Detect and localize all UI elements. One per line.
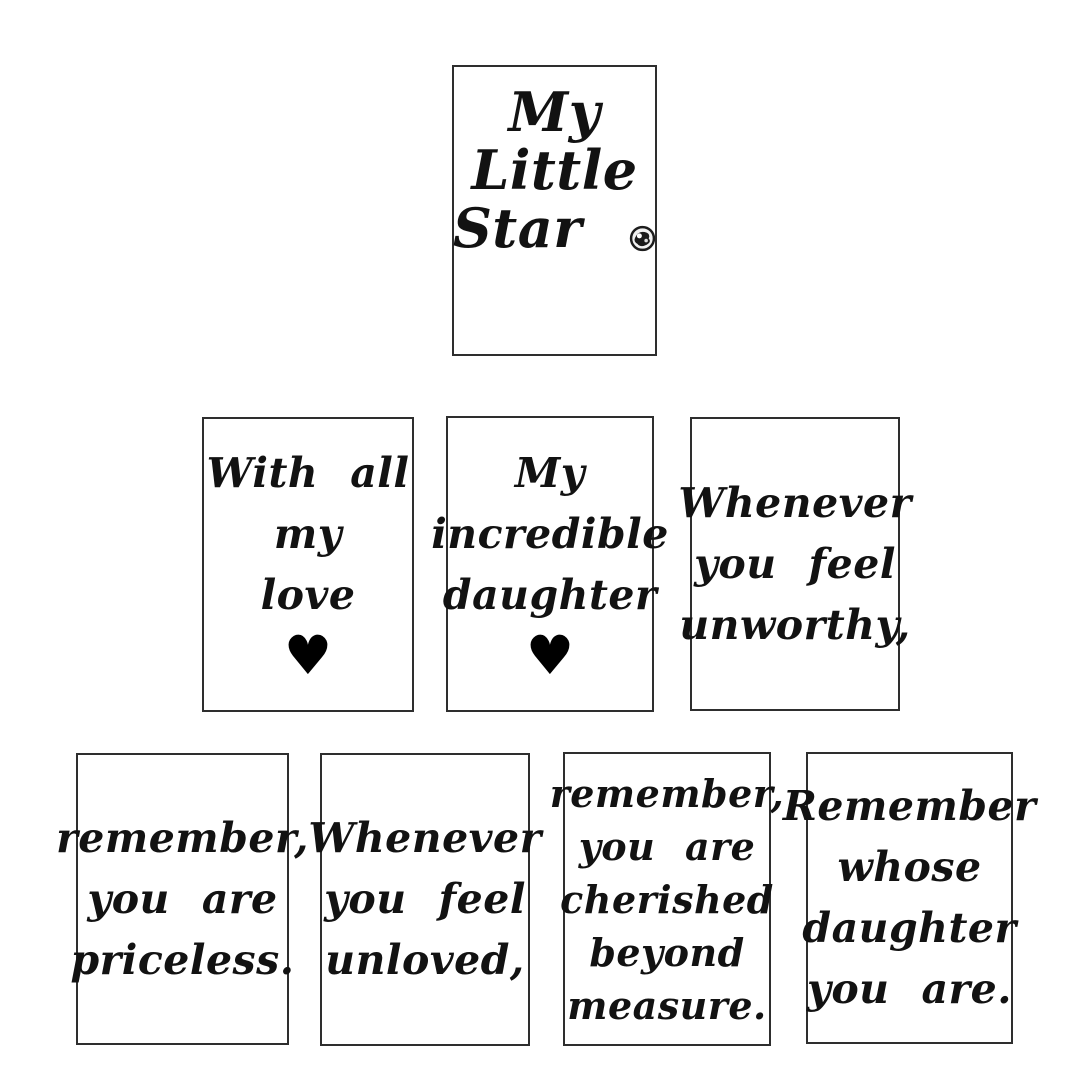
brand-stamp-icon xyxy=(629,225,656,252)
card-line: whose xyxy=(837,843,982,891)
card-line: you are xyxy=(87,874,278,923)
card-line: you are xyxy=(578,823,756,869)
card-line: unloved, xyxy=(325,936,525,984)
heart-icon: ♥ xyxy=(283,624,333,687)
title-line: My xyxy=(508,80,601,144)
card-line: you feel xyxy=(324,875,526,923)
title-line-text: Star xyxy=(452,196,583,260)
card-line: you feel xyxy=(694,539,896,588)
card-line: Remember xyxy=(782,782,1037,830)
card-my-little-star xyxy=(452,65,657,356)
card-remember-whose-daughter xyxy=(782,752,1037,1044)
card-line: beyond xyxy=(589,929,745,975)
card-line: My xyxy=(514,448,586,497)
card-line: incredible xyxy=(431,509,669,558)
card-line: remember, xyxy=(549,770,785,816)
card-line: my xyxy=(273,510,343,558)
card-line: With all xyxy=(206,449,410,497)
card-remember-priceless xyxy=(56,753,309,1045)
card-my-incredible-daughter xyxy=(431,416,669,712)
card-line: measure. xyxy=(567,982,767,1028)
card-line: daughter xyxy=(442,570,658,619)
card-whenever-unloved xyxy=(308,753,542,1046)
card-line: priceless. xyxy=(70,935,295,984)
card-line: cherished xyxy=(560,876,774,922)
card-line: love xyxy=(260,571,356,619)
card-line: unworthy, xyxy=(679,600,911,649)
card-line: daughter xyxy=(802,904,1017,952)
card-line: Whenever xyxy=(678,478,912,527)
title-line: Little xyxy=(471,138,638,202)
card-line: you are. xyxy=(807,965,1012,1013)
heart-icon: ♥ xyxy=(525,623,575,687)
card-line: remember, xyxy=(56,813,309,862)
card-line: Whenever xyxy=(308,814,542,862)
card-cherished-beyond-measure xyxy=(549,752,785,1046)
card-whenever-unworthy xyxy=(678,417,912,711)
title-line xyxy=(452,196,656,260)
card-with-all-my-love xyxy=(202,417,414,712)
